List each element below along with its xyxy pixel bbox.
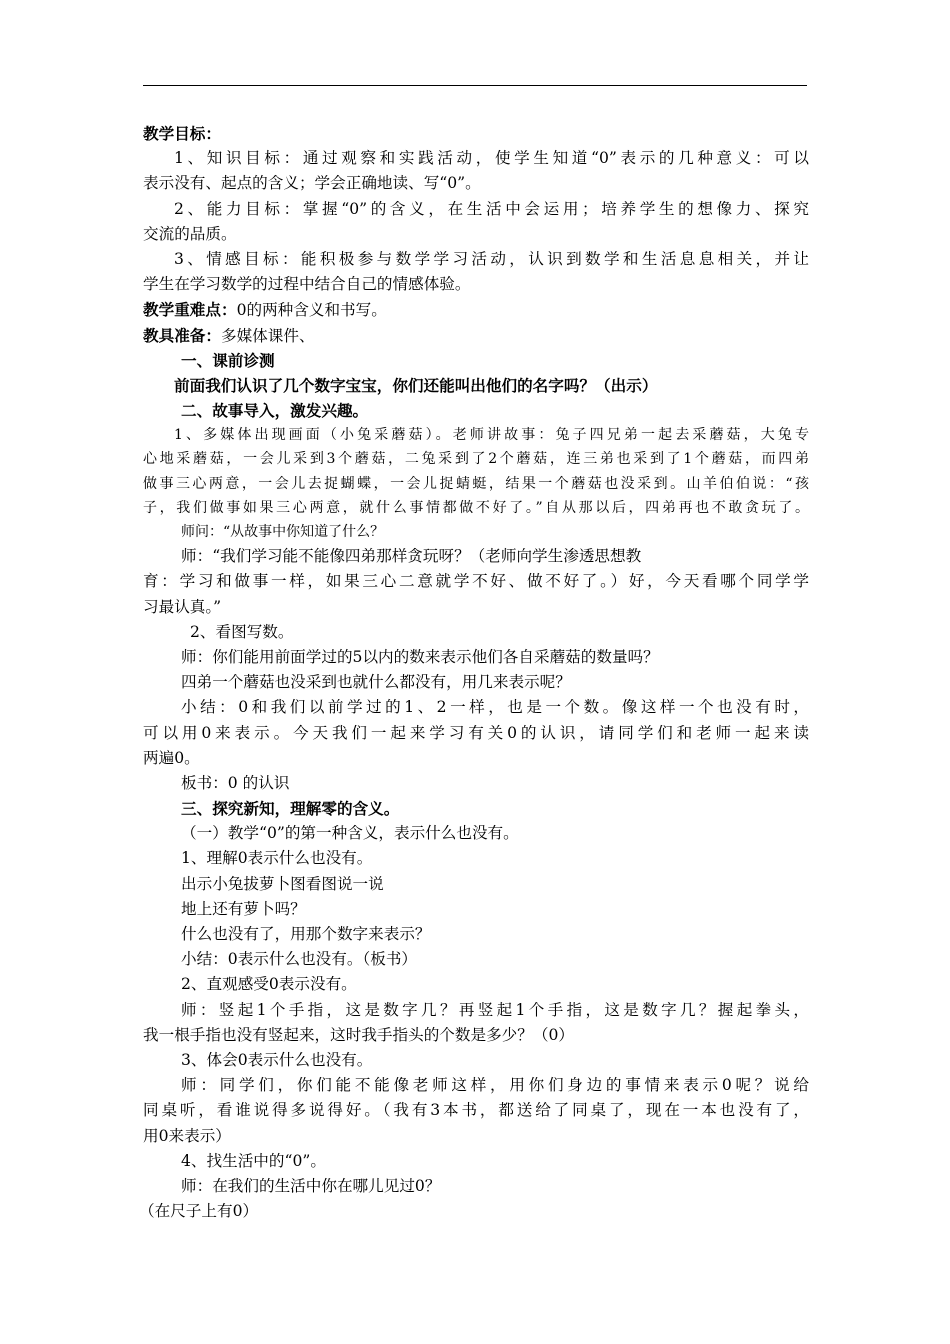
teacher-ask-line: 师问：“从故事中你知道了什么？ xyxy=(181,524,385,540)
question-numbers-line: 师：你们能用前面学过的5以内的数来表示他们各自采蘑菇的数量吗？ xyxy=(181,647,659,666)
document-body xyxy=(139,121,809,1224)
share-line-1: 师：同学们，你们能不能像老师这样，用你们身边的事情来表示0呢？说给 xyxy=(181,1076,809,1095)
summary1-line-3: 两遍0。 xyxy=(143,748,200,767)
ruler-answer-line: （在尺子上有0） xyxy=(139,1202,259,1221)
life-question-line: 师：在我们的生活中你在哪儿见过0？ xyxy=(181,1176,441,1195)
story-line-1: 1、多媒体出现画面（小兔采蘑菇）。老师讲故事：兔子四兄弟一起去采蘑菇，大兔专 xyxy=(174,427,809,444)
key-points-line xyxy=(143,297,809,322)
tools-label: 教具准备： xyxy=(143,325,221,345)
share-line-2: 同桌听，看谁说得多说得好。（我有3本书，都送给了同桌了，现在一本也没有了， xyxy=(143,1101,809,1120)
goal-ability-line-1: 2、能力目标：掌握“0”的含义，在生活中会运用；培养学生的想像力、探究 xyxy=(174,199,809,218)
meaning1-line: （一）教学“0”的第一种含义，表示什么也没有。 xyxy=(181,824,519,843)
story-line-2: 心地采蘑菇，一会儿采到3个蘑菇，二兔采到了2个蘑菇，连三弟也采到了1个蘑菇，而四弟 xyxy=(143,451,809,468)
item1-line: 1、理解0表示什么也没有。 xyxy=(181,849,373,868)
summary2-line: 小结：0表示什么也没有。（板书） xyxy=(181,950,418,969)
goal-emotion-line-2: 学生在学习数学的过程中结合自己的情感体验。 xyxy=(143,275,471,294)
goal-ability-line-2: 交流的品质。 xyxy=(143,224,237,243)
section1-title: 一、课前诊测 xyxy=(181,350,275,370)
header-rule xyxy=(143,85,807,86)
teacher-line-2: 育：学习和做事一样，如果三心二意就学不好、做不好了。）好，今天看哪个同学学 xyxy=(143,572,809,591)
question-fourth-line: 四弟一个蘑菇也没采到也就什么都没有，用几来表示呢？ xyxy=(181,673,571,692)
finger-line-1: 师：竖起1个手指，这是数字几？再竖起1个手指，这是数字几？握起拳头， xyxy=(181,1000,809,1019)
item4-line: 4、找生活中的“0”。 xyxy=(181,1151,326,1170)
teacher-line-1: 师：“我们学习能不能像四弟那样贪玩呀？（老师向学生渗透思想教 xyxy=(181,547,642,566)
item3-line: 3、体会0表示什么也没有。 xyxy=(181,1050,373,1069)
share-line-3: 用0来表示） xyxy=(143,1126,231,1145)
finger-line-2: 我一根手指也没有竖起来，这时我手指头的个数是多少？（0） xyxy=(143,1025,574,1044)
teacher-line-3: 习最认真。” xyxy=(143,597,222,616)
show-rabbit-line: 出示小兔拔萝卜图看图说一说 xyxy=(181,874,384,893)
nothing-question-line: 什么也没有了，用那个数字来表示？ xyxy=(181,925,431,943)
story-paragraph xyxy=(143,423,809,544)
board-title-line: 板书：0 的认识 xyxy=(181,773,290,792)
section1-question: 前面我们认识了几个数字宝宝，你们还能叫出他们的名字吗？（出示） xyxy=(174,375,658,395)
goal-knowledge-line-2: 表示没有、起点的含义；学会正确地读、写“0”。 xyxy=(143,174,481,193)
tools-text: 多媒体课件、 xyxy=(220,326,315,345)
goal-emotion-line-1: 3、情感目标：能积极参与数学学习活动，认识到数学和生活息息相关，并让 xyxy=(174,249,809,268)
story-line-3: 做事三心两意，一会儿去捉蝴蝶，一会儿捉蜻蜓，结果一个蘑菇也没采到。山羊伯伯说：“孩 xyxy=(143,475,809,492)
key-points-label: 教学重难点： xyxy=(143,300,237,320)
key-points-text: 0的两种含义和书写。 xyxy=(236,301,387,320)
goal-knowledge-line-1: 1、知识目标：通过观察和实践活动，使学生知道“0”表示的几种意义：可以 xyxy=(174,149,809,168)
tools-line xyxy=(143,323,809,348)
story-line-4: 子，我们做事如果三心两意，就什么事情都做不好了。”自从那以后，四弟再也不敢贪玩了。 xyxy=(143,499,809,516)
item2-line: 2、直观感受0表示没有。 xyxy=(181,975,357,994)
section2-title: 二、故事导入，激发兴趣。 xyxy=(181,401,369,421)
summary1-line-1: 小结：0和我们以前学过的1、2一样，也是一个数。像这样一个也没有时， xyxy=(181,698,809,717)
radish-question-line: 地上还有萝卜吗？ xyxy=(181,899,306,918)
goals-heading: 教学目标： xyxy=(143,124,221,143)
summary1-line-2: 可以用0来表示。今天我们一起来学习有关0的认识，请同学们和老师一起来读 xyxy=(143,723,809,742)
look-write-line: 2、看图写数。 xyxy=(190,622,294,641)
section3-title: 三、探究新知，理解零的含义。 xyxy=(181,799,400,819)
